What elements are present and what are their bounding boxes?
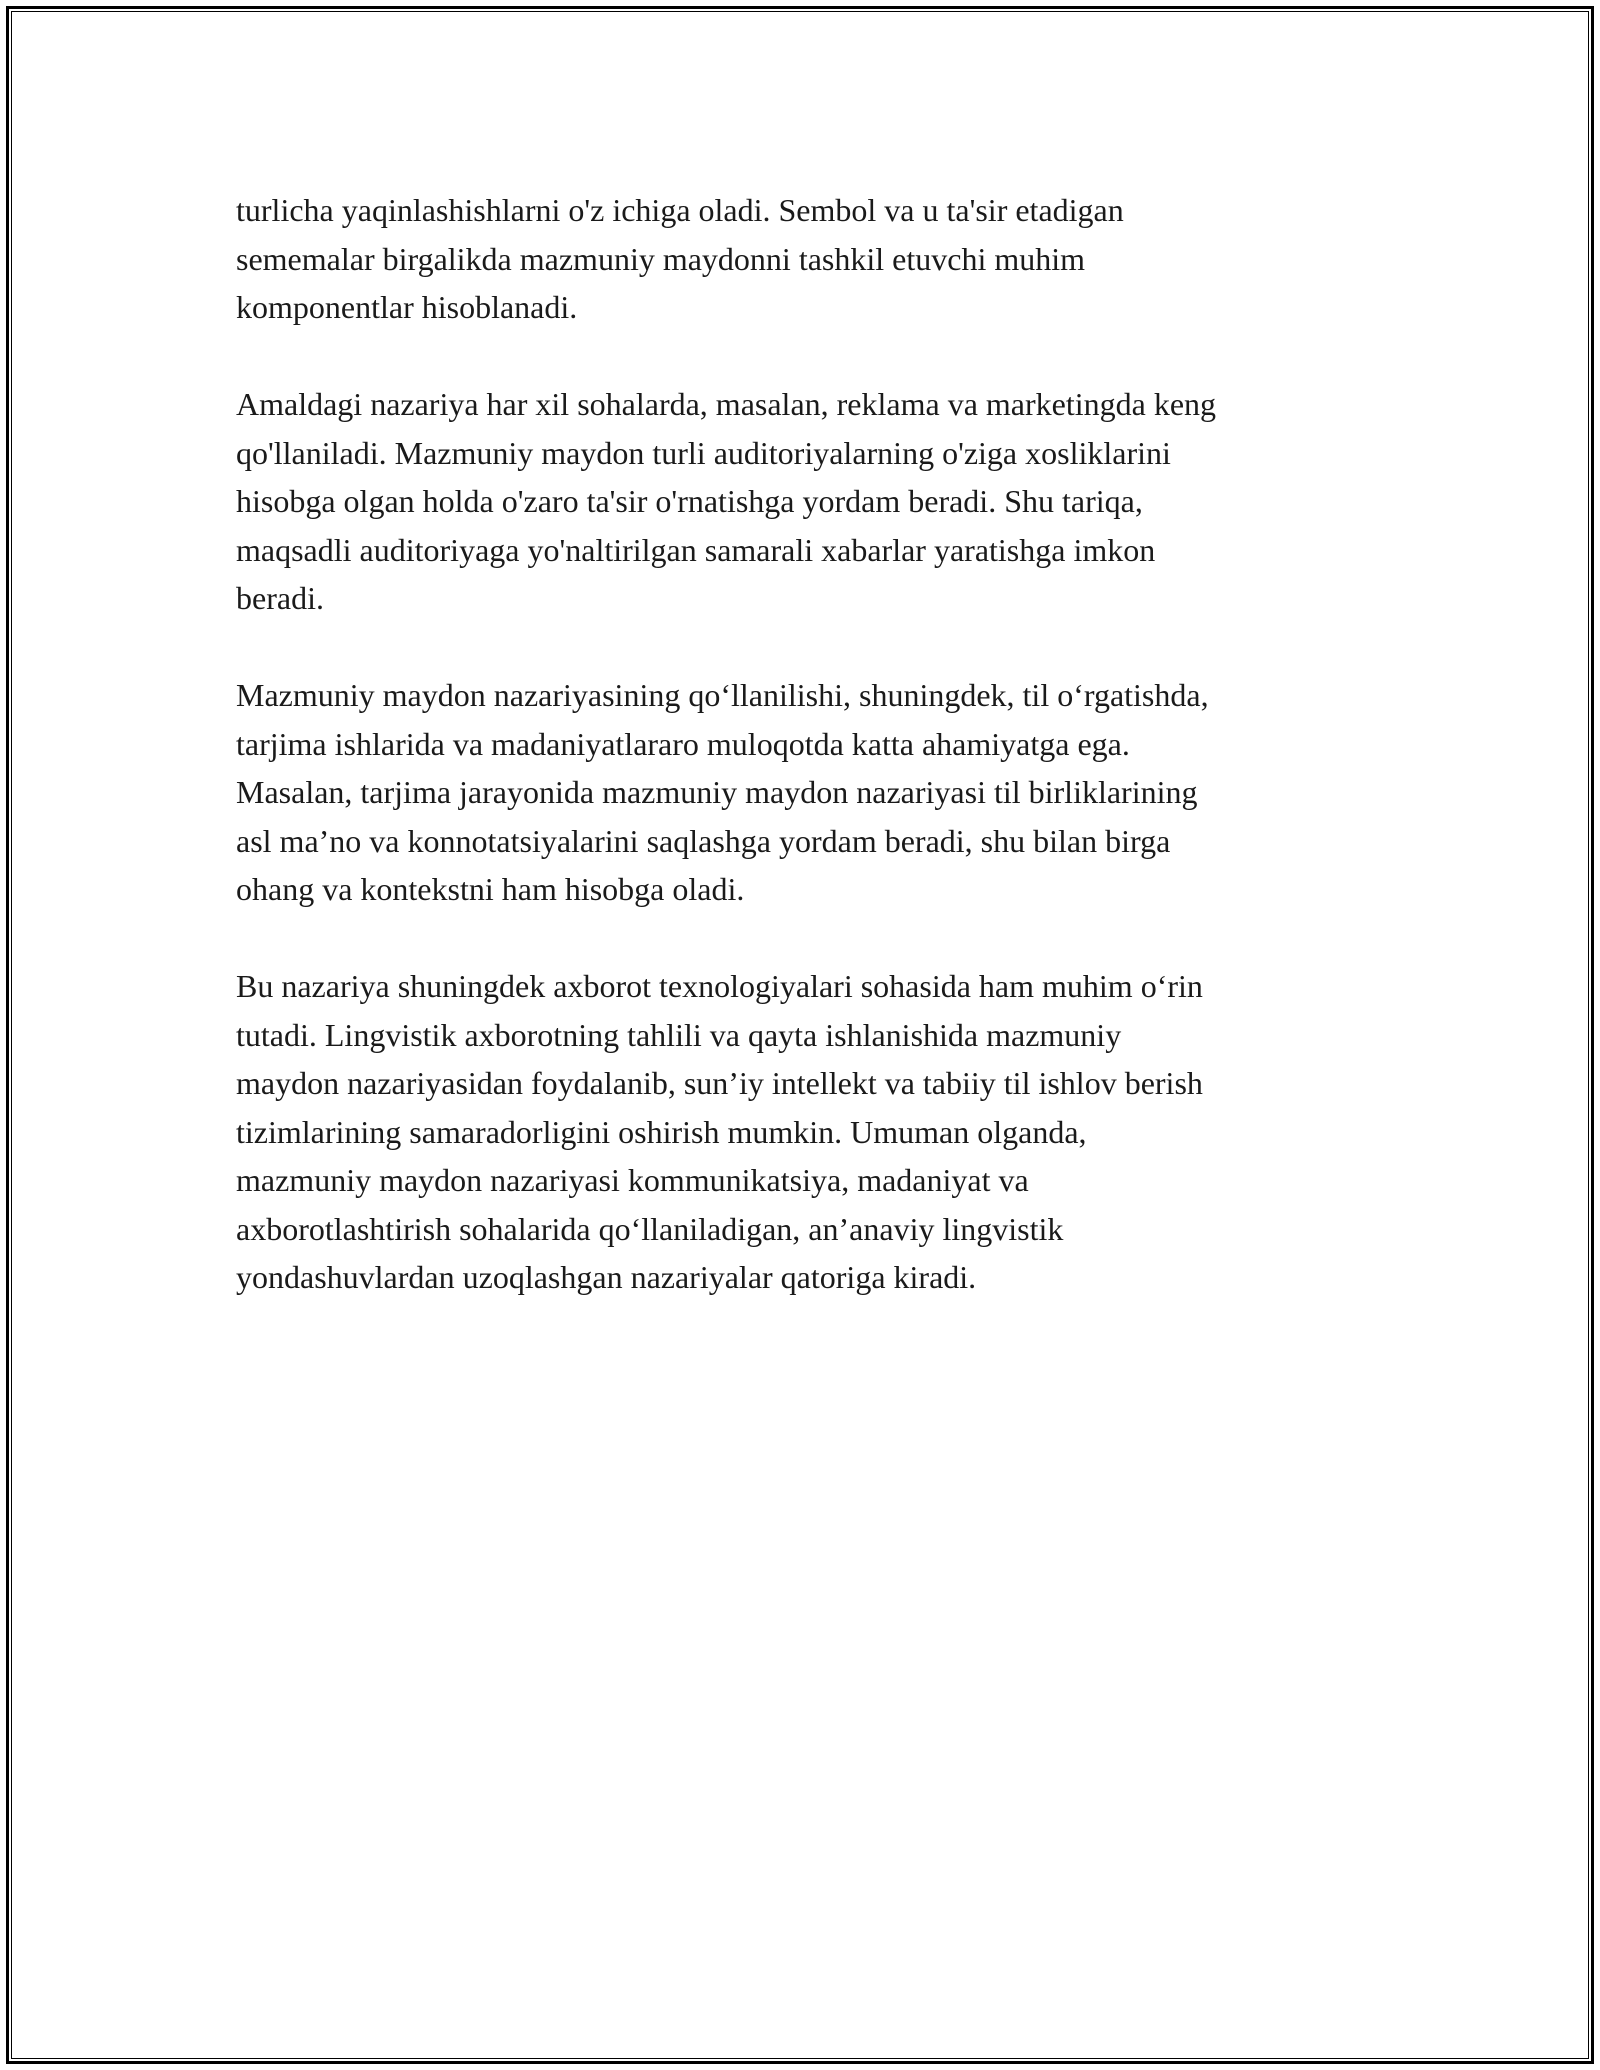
paragraph-1 <box>236 186 1366 332</box>
text-line: axborotlashtirish sohalarida qo‘llaniladigan, an’anaviy lingvistik <box>236 1210 1064 1247</box>
text-line: tutadi. Lingvistik axborotning tahlili va qayta ishlanishida mazmuniy <box>236 1016 1122 1053</box>
text-line: maqsadli auditoriyaga yo'naltirilgan samarali xabarlar yaratishga imkon <box>236 531 1156 568</box>
text-line: sememalar birgalikda mazmuniy maydonni tashkil etuvchi muhim <box>236 240 1085 277</box>
text-line: qo'llaniladi. Mazmuniy maydon turli auditoriyalarning o'ziga xosliklarini <box>236 434 1171 471</box>
text-line: tizimlarining samaradorligini oshirish mumkin. Umuman olganda, <box>236 1113 1087 1150</box>
text-line: asl ma’no va konnotatsiyalarini saqlashga yordam beradi, shu bilan birga <box>236 822 1171 859</box>
text-line: yondashuvlardan uzoqlashgan nazariyalar qatoriga kiradi. <box>236 1259 977 1295</box>
text-line: tarjima ishlarida va madaniyatlararo muloqotda katta ahamiyatga ega. <box>236 725 1130 762</box>
text-line: ohang va kontekstni ham hisobga oladi. <box>236 871 745 907</box>
text-line: maydon nazariyasidan foydalanib, sun’iy intellekt va tabiiy til ishlov berish <box>236 1065 1203 1101</box>
text-line: beradi. <box>236 580 324 616</box>
text-line: hisobga olgan holda o'zaro ta'sir o'rnatishga yordam beradi. Shu tariqa, <box>236 483 1143 519</box>
text-line: komponentlar hisoblanadi. <box>236 289 578 325</box>
text-line: mazmuniy maydon nazariyasi kommunikatsiya, madaniyat va <box>236 1162 1029 1198</box>
text-line: Masalan, tarjima jarayonida mazmuniy maydon nazariyasi til birliklarining <box>236 774 1198 810</box>
text-line: Amaldagi nazariya har xil sohalarda, masalan, reklama va marketingda keng <box>236 386 1217 422</box>
document-body <box>236 186 1366 1302</box>
text-line: Bu nazariya shuningdek axborot texnologiyalari sohasida ham muhim o‘rin <box>236 968 1203 1004</box>
paragraph-4 <box>236 962 1366 1302</box>
paragraph-2 <box>236 380 1366 623</box>
text-line: turlicha yaqinlashishlarni o'z ichiga oladi. Sembol va u ta'sir etadigan <box>236 192 1124 228</box>
text-line: Mazmuniy maydon nazariyasining qo‘llanilishi, shuningdek, til o‘rgatishda, <box>236 677 1209 713</box>
paragraph-3 <box>236 671 1366 914</box>
